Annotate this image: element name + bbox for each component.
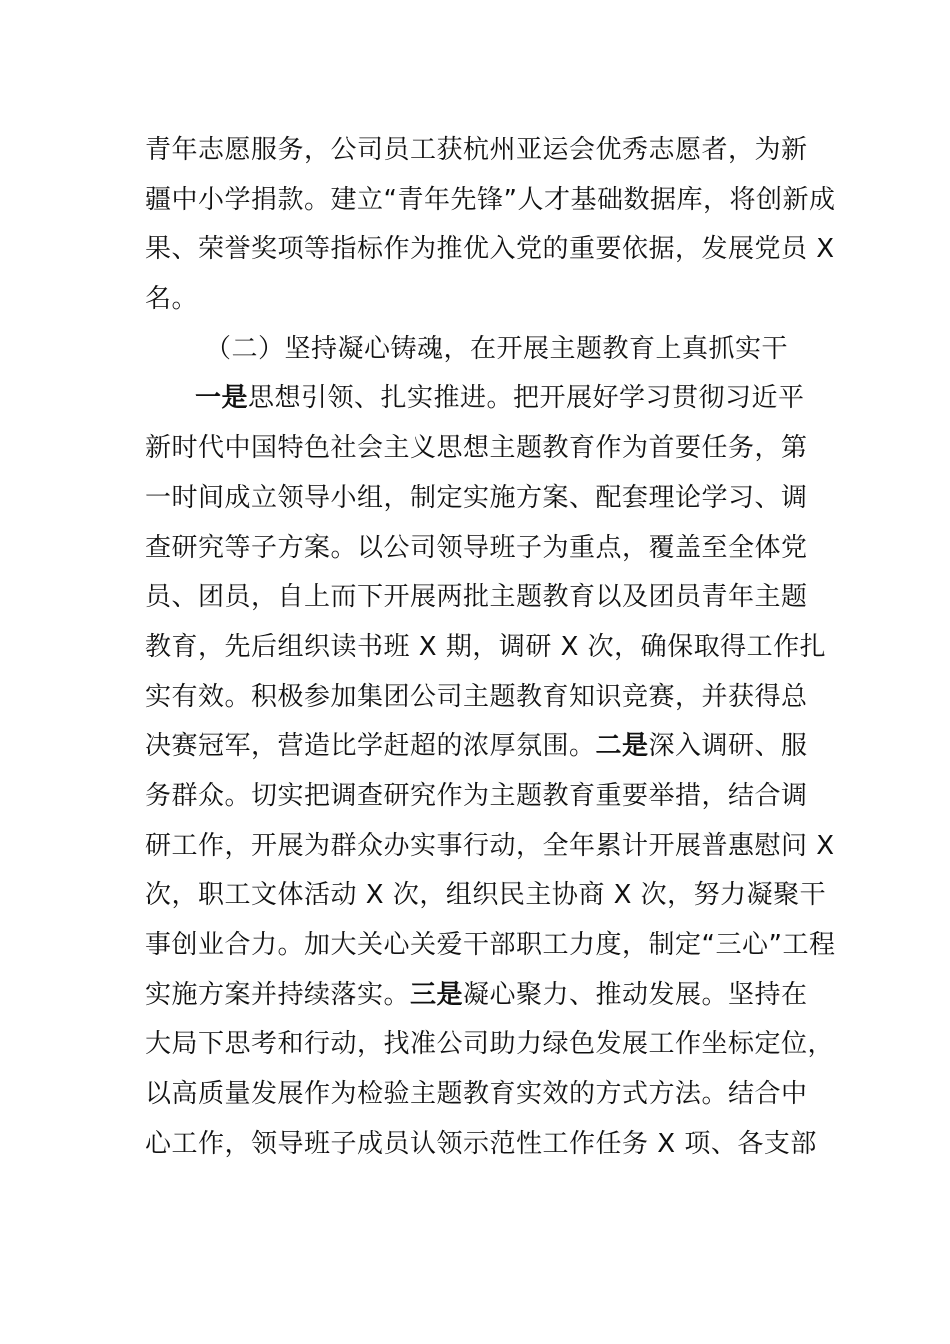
text-line: 查研究等子方案。以公司领导班子为重点，覆盖至全体党 — [145, 532, 808, 563]
text-line: 事创业合力。加大关心关爱干部职工力度，制定“三心”工程 — [145, 930, 836, 960]
text-line: 果、荣誉奖项等指标作为推优入党的重要依据，发展党员 X — [145, 234, 835, 265]
text-line: 一时间成立领导小组，制定实施方案、配套理论学习、调 — [145, 482, 808, 513]
text-line: 名。 — [145, 284, 199, 315]
text-run: 决赛冠军，营造比学赶超的浓厚氛围。 — [145, 731, 596, 762]
text-run: 思想引领、扎实推进。把开展好学习贯彻习近平 — [248, 383, 805, 414]
section-heading: （二）坚持凝心铸魂，在开展主题教育上真抓实干 — [205, 333, 789, 364]
text-line — [145, 374, 810, 424]
text-line — [145, 722, 810, 772]
text-line: 次，职工文体活动 X 次，组织民主协商 X 次，努力凝聚干 — [145, 880, 827, 911]
text-line: 实有效。积极参加集团公司主题教育知识竞赛，并获得总 — [145, 681, 808, 712]
text-line: 心工作，领导班子成员认领示范性工作任务 X 项、各支部 — [145, 1128, 817, 1159]
text-run: 深入调研、服 — [648, 731, 808, 762]
bold-lead: 三是 — [410, 979, 464, 1010]
text-line: 青年志愿服务，公司员工获杭州亚运会优秀志愿者，为新 — [145, 135, 808, 165]
text-run: 凝心聚力、推动发展。坚持在 — [463, 979, 808, 1010]
document-body — [145, 126, 836, 1169]
text-line: 务群众。切实把调查研究作为主题教育重要举措，结合调 — [145, 780, 808, 811]
text-line: 新时代中国特色社会主义思想主题教育作为首要任务，第 — [145, 433, 808, 464]
text-line: 疆中小学捐款。建立“青年先锋”人才基础数据库，将创新成 — [145, 184, 836, 215]
text-line: 大局下思考和行动，找准公司助力绿色发展工作坐标定位， — [145, 1029, 835, 1060]
bold-lead: 二是 — [595, 731, 649, 762]
text-line — [145, 971, 810, 1021]
text-run: 实施方案并持续落实。 — [145, 979, 411, 1010]
text-line: 员、团员，自上而下开展两批主题教育以及团员青年主题 — [145, 582, 808, 613]
text-line: 教育，先后组织读书班 X 期，调研 X 次，确保取得工作扎 — [145, 631, 827, 662]
text-line: 研工作，开展为群众办实事行动，全年累计开展普惠慰问 X — [145, 830, 835, 861]
text-line: 以高质量发展作为检验主题教育实效的方式方法。结合中 — [145, 1079, 808, 1110]
bold-lead: 一是 — [195, 383, 249, 414]
